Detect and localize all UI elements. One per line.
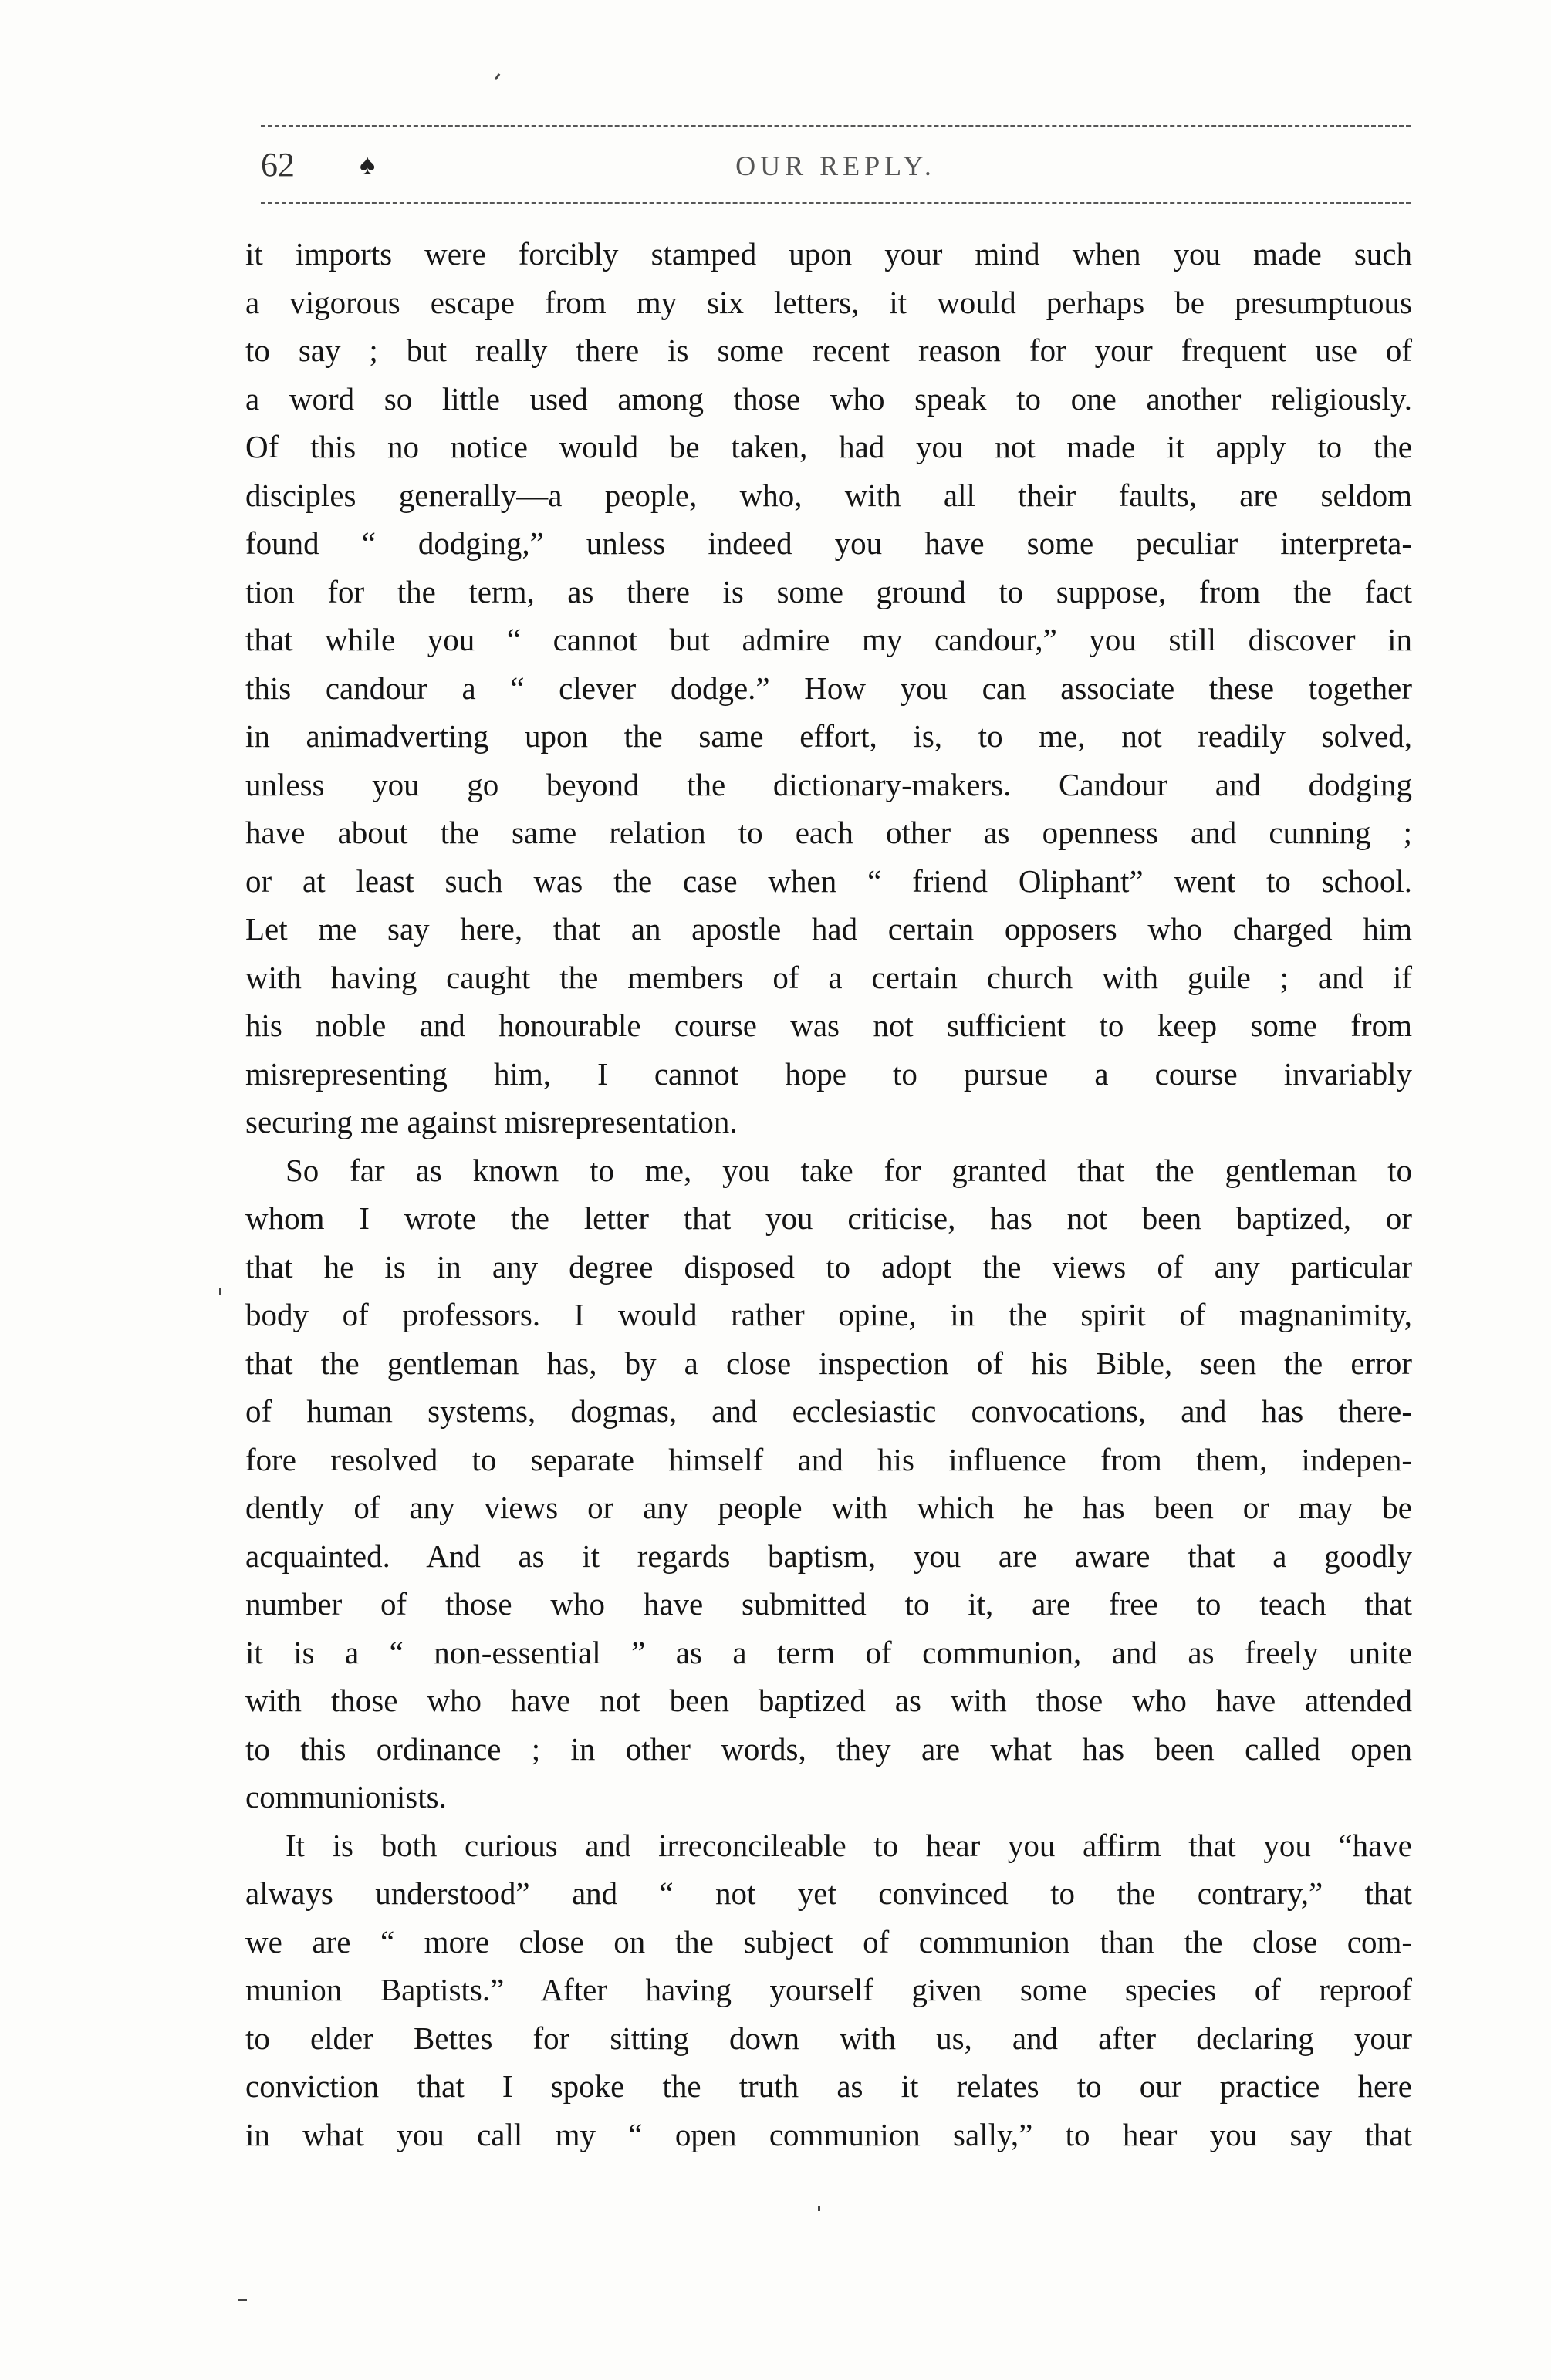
text-line: fore resolved to separate himself and his influence from them, indepen- — [245, 1441, 1412, 1477]
text-line: to this ordinance ; in other words, they are what has been called open — [245, 1730, 1412, 1767]
stray-mark — [219, 1288, 221, 1295]
text-line: his noble and honourable course was not sufficient to keep some from — [245, 1008, 1412, 1043]
text-line: have about the same relation to each other as openness and cunning ; — [245, 815, 1412, 850]
text-line: of human systems, dogmas, and ecclesiastic convocations, and has there- — [245, 1393, 1412, 1429]
text-line: it is a “ non-essential ” as a term of communion, and as freely unite — [245, 1634, 1412, 1670]
text-line: conviction that I spoke the truth as it relates to our practice here — [245, 2068, 1412, 2104]
text-line: to say ; but really there is some recent reason for your frequent use of — [245, 333, 1412, 368]
text-line: found “ dodging,” unless indeed you have some peculiar interpreta- — [245, 525, 1412, 561]
text-line: a vigorous escape from my six letters, it would perhaps be presumptuous — [245, 284, 1412, 320]
text-line: that the gentleman has, by a close inspection of his Bible, seen the error — [245, 1345, 1412, 1381]
text-line: misrepresenting him, I cannot hope to pursue a course invariably — [245, 1055, 1412, 1092]
text-line: It is both curious and irreconcileable to hear you affirm that you “have — [286, 1827, 1412, 1863]
text-line: whom I wrote the letter that you criticise, has not been baptized, or — [245, 1200, 1412, 1236]
text-line: disciples generally—a people, who, with all their faults, are seldom — [245, 477, 1412, 513]
text-line: with those who have not been baptized as with those who have attended — [245, 1683, 1412, 1718]
text-line: that while you “ cannot but admire my candour,” you still discover in — [245, 622, 1412, 657]
text-line: in animadverting upon the same effort, is, to me, not readily solved, — [245, 718, 1412, 754]
text-line: communionists. — [245, 1779, 447, 1815]
text-line: always understood” and “ not yet convinced to the contrary,” that — [245, 1875, 1412, 1911]
text-line: that he is in any degree disposed to adopt the views of any particular — [245, 1248, 1412, 1285]
paragraph-1 — [245, 230, 1412, 1146]
text-line: Of this no notice would be taken, had you not made it apply to the — [245, 429, 1412, 464]
header-rule-bottom — [261, 202, 1411, 204]
ornament-icon: ♠ — [360, 149, 376, 181]
stray-mark — [238, 2299, 247, 2301]
running-head: OUR REPLY. — [735, 150, 936, 181]
text-line: acquainted. And as it regards baptism, you are aware that a goodly — [245, 1538, 1412, 1574]
text-line: with having caught the members of a certain church with guile ; and if — [245, 959, 1412, 995]
page-number: 62 — [261, 146, 295, 184]
paragraph-3 — [245, 1821, 1412, 2159]
stray-mark — [495, 73, 501, 80]
text-line: or at least such was the case when “ friend Oliphant” went to school. — [245, 863, 1412, 899]
page-header — [261, 145, 1411, 191]
paragraph-2 — [245, 1146, 1412, 1821]
text-line: Let me say here, that an apostle had certain opposers who charged him — [245, 911, 1412, 947]
text-line: number of those who have submitted to it, are free to teach that — [245, 1586, 1412, 1622]
text-line: we are “ more close on the subject of communion than the close com- — [245, 1923, 1412, 1960]
text-line: So far as known to me, you take for granted that the gentleman to — [286, 1152, 1412, 1188]
stray-mark — [818, 2206, 820, 2211]
text-line: this candour a “ clever dodge.” How you can associate these together — [245, 670, 1412, 706]
body-text — [245, 230, 1412, 2159]
text-line: unless you go beyond the dictionary-makers. Candour and dodging — [245, 766, 1412, 802]
text-line: munion Baptists.” After having yourself given some species of reproof — [245, 1972, 1412, 2007]
text-line: to elder Bettes for sitting down with us, and after declaring your — [245, 2020, 1412, 2056]
text-line: it imports were forcibly stamped upon your mind when you made such — [245, 236, 1412, 272]
text-line: in what you call my “ open communion sally,” to hear you say that — [245, 2116, 1412, 2152]
header-rule-top — [261, 125, 1411, 127]
text-line: a word so little used among those who speak to one another religiously. — [245, 380, 1412, 417]
text-line: securing me against misrepresentation. — [245, 1104, 738, 1139]
text-line: tion for the term, as there is some ground to suppose, from the fact — [245, 573, 1412, 609]
text-line: dently of any views or any people with which he has been or may be — [245, 1490, 1412, 1525]
text-line: body of professors. I would rather opine, in the spirit of magnanimity, — [245, 1297, 1412, 1332]
